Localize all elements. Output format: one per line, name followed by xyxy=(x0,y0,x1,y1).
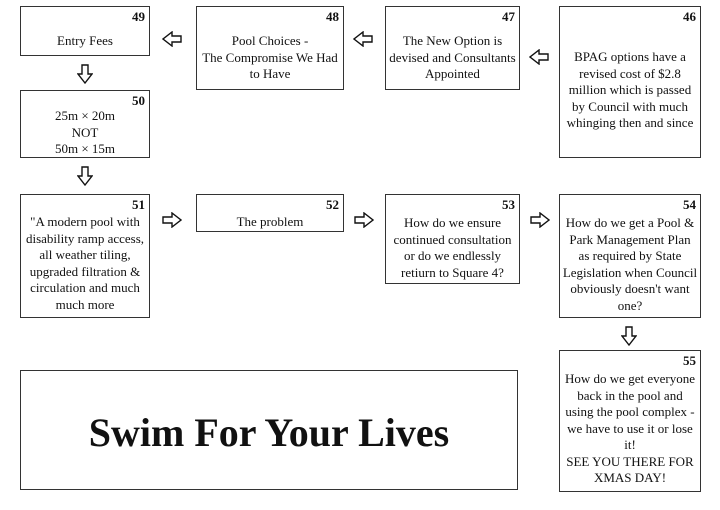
flow-box-50 xyxy=(20,90,150,158)
arrow-right-icon xyxy=(354,212,374,228)
box-text: 25m × 20m NOT 50m × 15m xyxy=(54,108,116,156)
box-text: How do we get everyone back in the pool and using the pool complex - we have to use it or lose it! SEE YOU THERE FOR XMAS DAY! xyxy=(565,371,695,485)
box-text: "A modern pool with disability ramp access, all weather tiling, upgraded filtration & circulation and much much more xyxy=(25,214,145,312)
box-number: 53 xyxy=(502,197,515,212)
arrow-left-icon xyxy=(162,31,182,47)
box-number: 55 xyxy=(683,353,696,368)
box-number: 48 xyxy=(326,9,339,24)
box-text: Entry Fees xyxy=(57,33,113,48)
flow-box-52 xyxy=(196,194,344,232)
box-number: 52 xyxy=(326,197,339,212)
box-number: 54 xyxy=(683,197,696,212)
arrow-left-icon xyxy=(353,31,373,47)
arrow-down-icon xyxy=(77,166,93,186)
box-text: The New Option is devised and Consultants Appointed xyxy=(389,33,516,81)
flow-box-55 xyxy=(559,350,701,492)
flow-box-54 xyxy=(559,194,701,318)
arrow-right-icon xyxy=(162,212,182,228)
box-text: How do we ensure continued consultation or do we endlessly retiurn to Square 4? xyxy=(393,215,512,280)
arrow-right-icon xyxy=(530,212,550,228)
box-number: 47 xyxy=(502,9,515,24)
banner-title: Swim For Your Lives xyxy=(88,410,450,455)
box-number: 50 xyxy=(132,93,145,108)
arrow-down-icon xyxy=(77,64,93,84)
flow-box-46 xyxy=(559,6,701,158)
flow-box-51 xyxy=(20,194,150,318)
box-number: 51 xyxy=(132,197,145,212)
box-text: How do we get a Pool & Park Management Plan as required by State Legislation when Council obviously doesn't want one? xyxy=(562,215,698,313)
box-number: 49 xyxy=(132,9,145,24)
flow-box-47 xyxy=(385,6,520,90)
flow-box-48 xyxy=(196,6,344,90)
arrow-down-icon xyxy=(621,326,637,346)
flow-box-49 xyxy=(20,6,150,56)
banner-box xyxy=(20,370,518,490)
box-number: 46 xyxy=(683,9,696,24)
box-text: The problem xyxy=(236,214,304,229)
flow-box-53 xyxy=(385,194,520,284)
arrow-left-icon xyxy=(529,49,549,65)
box-text: Pool Choices - The Compromise We Had to Have xyxy=(202,33,338,81)
box-text: BPAG options have a revised cost of $2.8 million which is passed by Council with much whinging then and since xyxy=(566,49,694,130)
